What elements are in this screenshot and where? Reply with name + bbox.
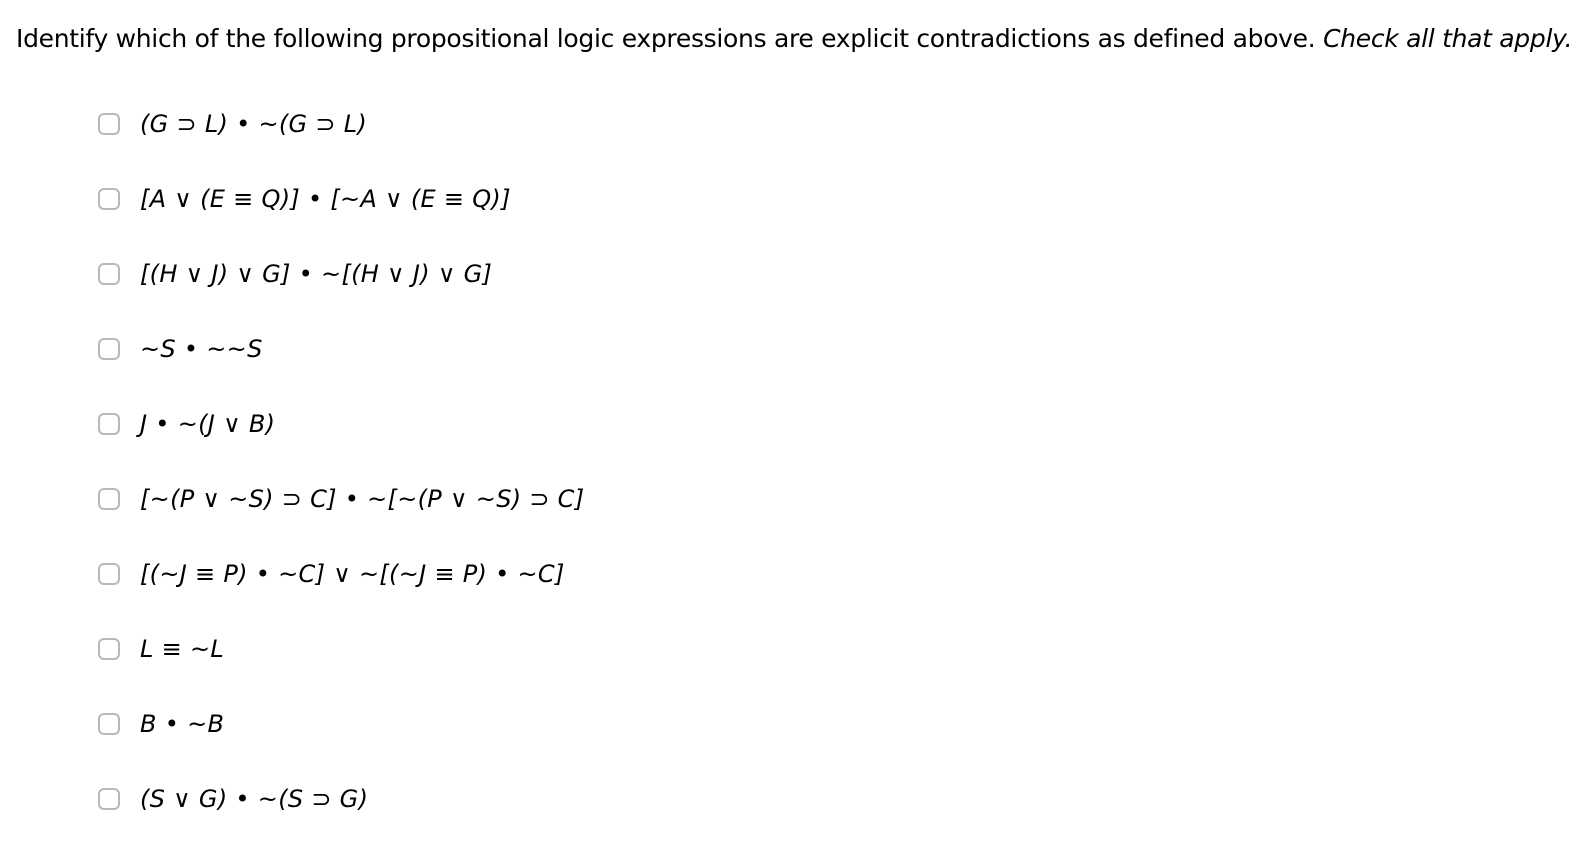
question-instruction: Check all that apply. — [1323, 24, 1573, 53]
option-expression[interactable]: J • ~(J ∨ B) — [140, 410, 276, 438]
option-expression[interactable]: (G ⊃ L) • ~(G ⊃ L) — [140, 110, 368, 138]
answer-option[interactable] — [96, 631, 584, 706]
option-checkbox[interactable] — [98, 788, 120, 810]
option-checkbox[interactable] — [98, 713, 120, 735]
option-expression[interactable]: [~(P ∨ ~S) ⊃ C] • ~[~(P ∨ ~S) ⊃ C] — [140, 485, 585, 513]
answer-options-list — [96, 106, 584, 856]
option-expression[interactable]: [A ∨ (E ≡ Q)] • [~A ∨ (E ≡ Q)] — [140, 185, 511, 213]
option-checkbox[interactable] — [98, 413, 120, 435]
option-expression[interactable]: B • ~B — [140, 710, 225, 738]
option-checkbox[interactable] — [98, 188, 120, 210]
answer-option[interactable] — [96, 331, 584, 406]
answer-option[interactable] — [96, 556, 584, 631]
option-expression[interactable]: (S ∨ G) • ~(S ⊃ G) — [140, 785, 369, 813]
answer-option[interactable] — [96, 106, 584, 181]
option-expression[interactable]: ~S • ~~S — [140, 335, 263, 363]
option-checkbox[interactable] — [98, 488, 120, 510]
question-text: Identify which of the following propositional logic expressions are explicit contradictions as defined above. — [16, 24, 1316, 53]
option-checkbox[interactable] — [98, 638, 120, 660]
option-expression[interactable]: [(H ∨ J) ∨ G] • ~[(H ∨ J) ∨ G] — [140, 260, 493, 288]
answer-option[interactable] — [96, 256, 584, 331]
option-checkbox[interactable] — [98, 563, 120, 585]
option-checkbox[interactable] — [98, 338, 120, 360]
answer-option[interactable] — [96, 481, 584, 556]
question-prompt — [16, 22, 1572, 56]
answer-option[interactable] — [96, 706, 584, 781]
answer-option[interactable] — [96, 181, 584, 256]
option-checkbox[interactable] — [98, 113, 120, 135]
option-expression[interactable]: [(~J ≡ P) • ~C] ∨ ~[(~J ≡ P) • ~C] — [140, 560, 565, 588]
option-expression[interactable]: L ≡ ~L — [140, 635, 225, 663]
option-checkbox[interactable] — [98, 263, 120, 285]
answer-option[interactable] — [96, 406, 584, 481]
answer-option[interactable] — [96, 781, 584, 856]
